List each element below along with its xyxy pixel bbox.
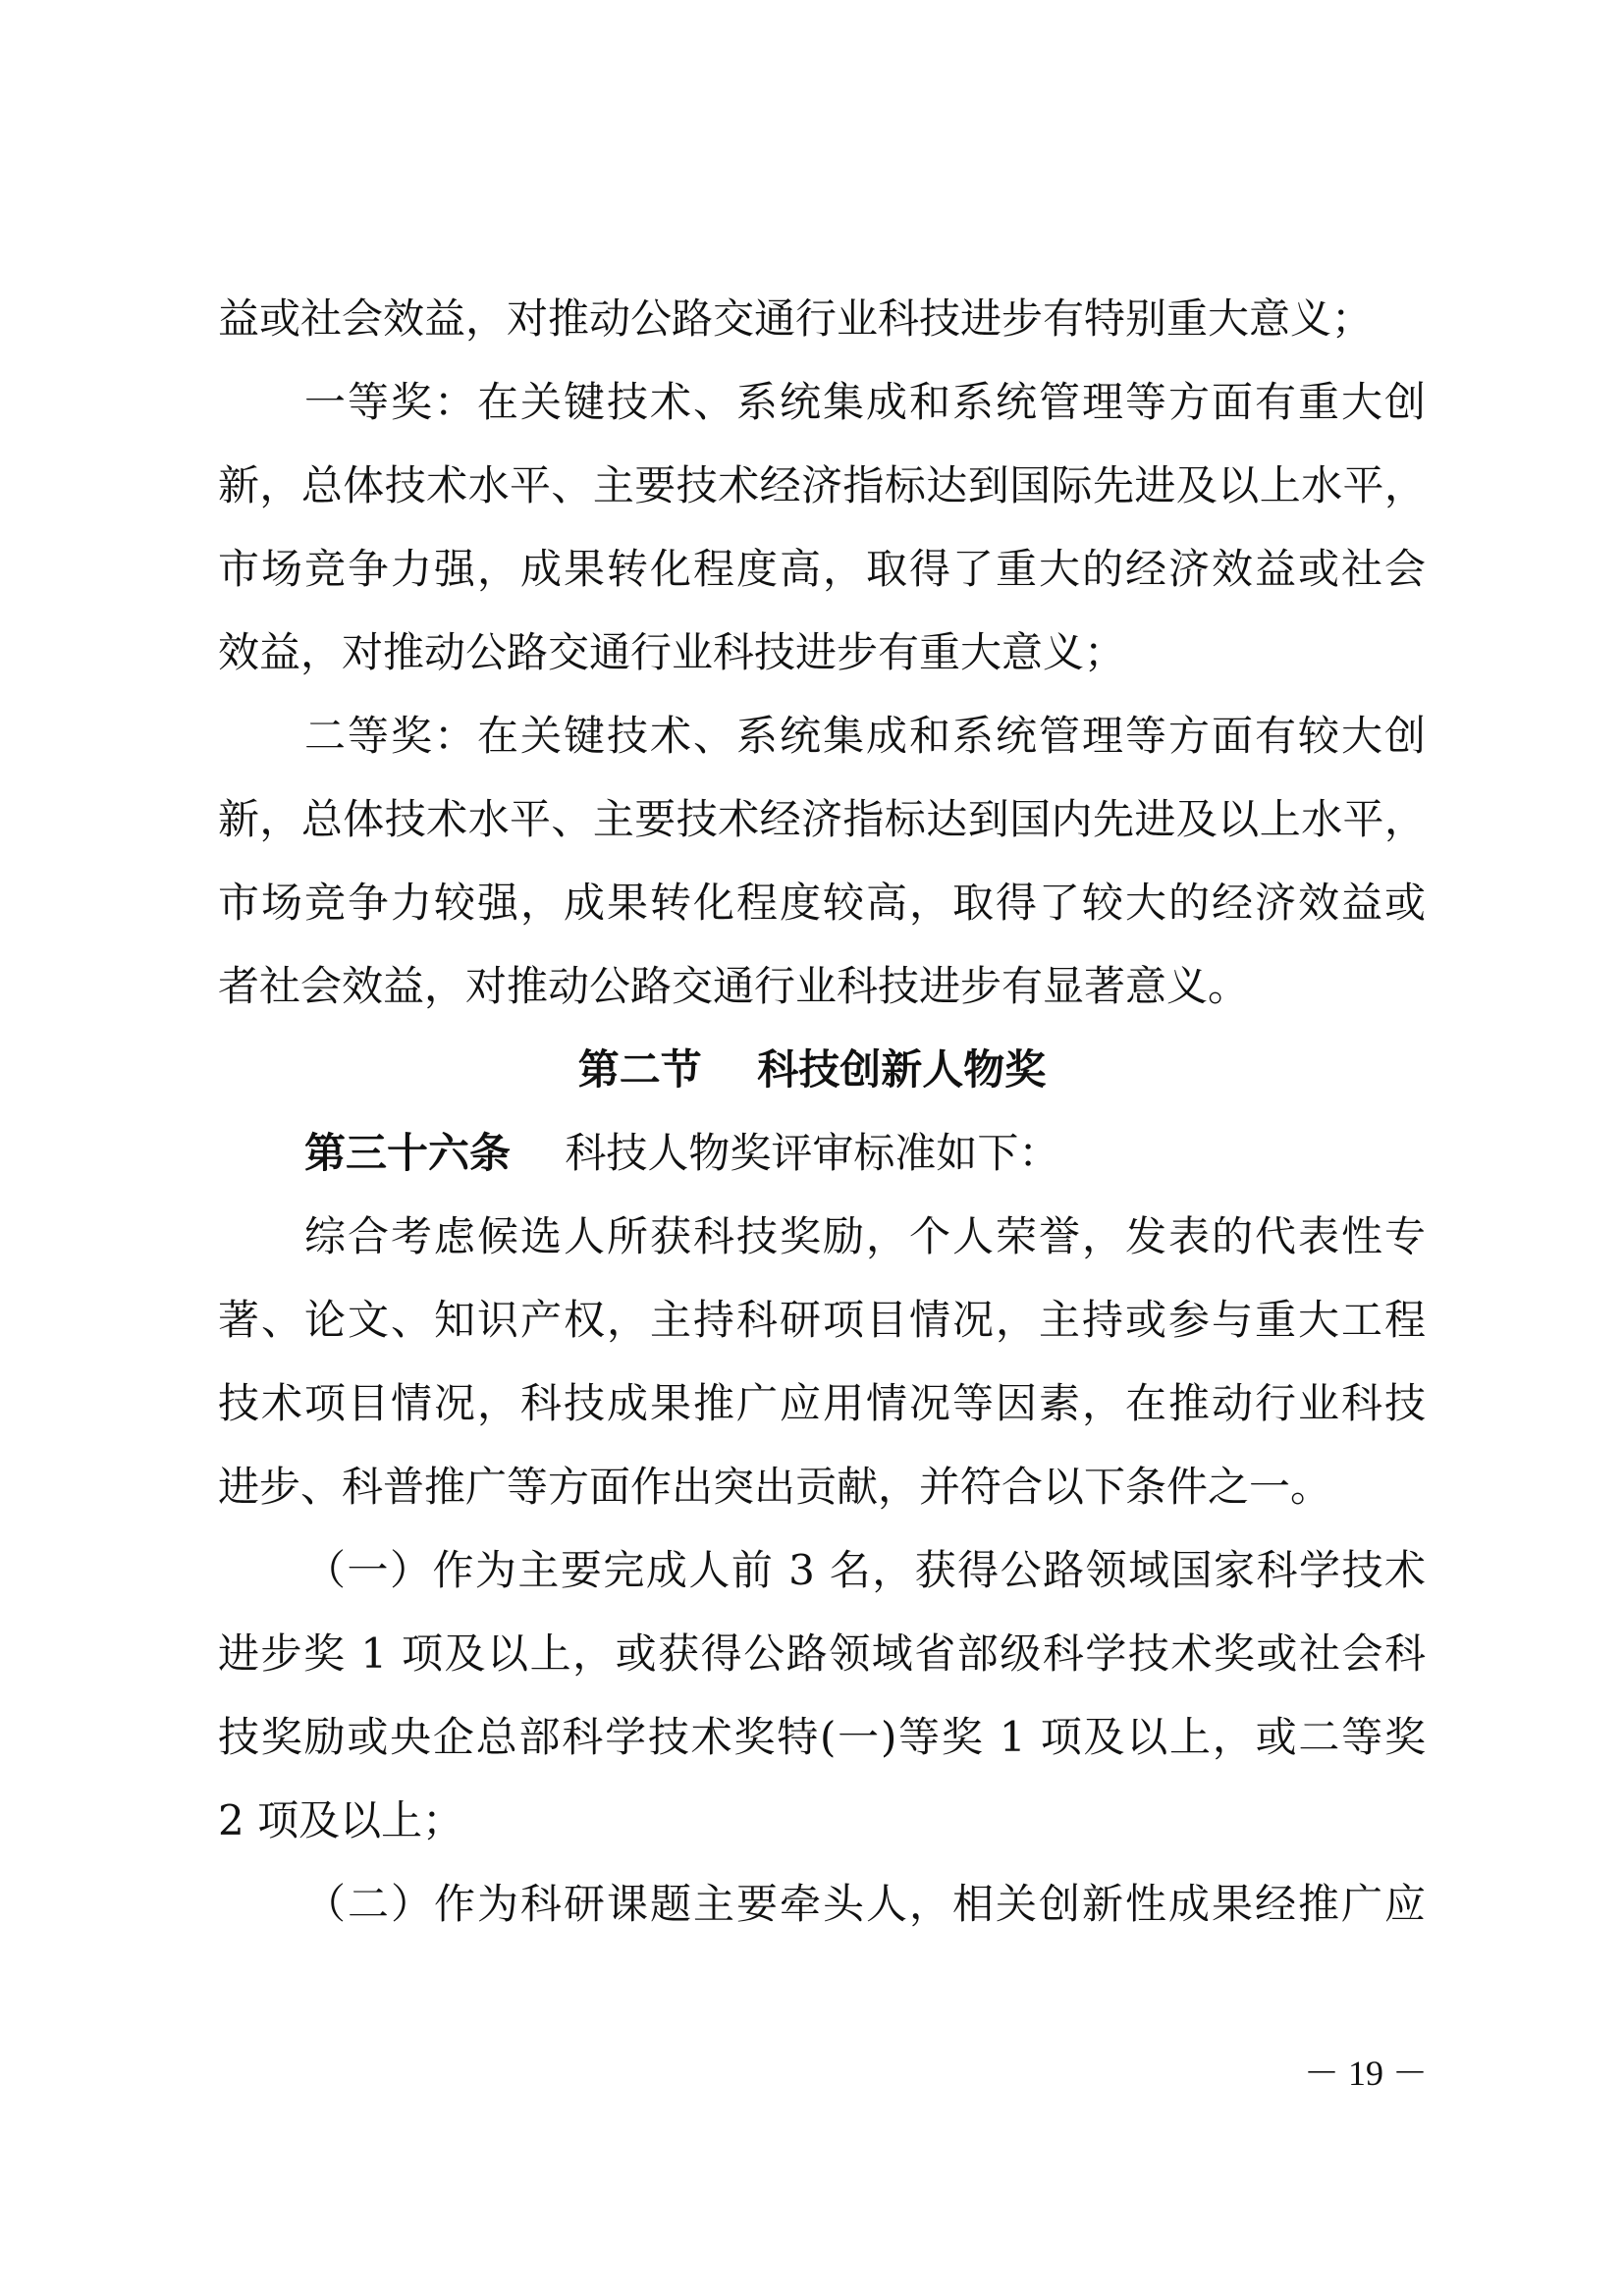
paragraph-line: （二）作为科研课题主要牵头人，相关创新性成果经推广应 bbox=[304, 1880, 1426, 1928]
paragraph-line: 者社会效益，对推动公路交通行业科技进步有显著意义。 bbox=[218, 962, 1250, 1010]
article-heading bbox=[304, 1124, 1426, 1183]
paragraph-line: 2 项及以上； bbox=[218, 1796, 464, 1844]
paragraph-line: 新，总体技术水平、主要技术经济指标达到国内先进及以上水平， bbox=[218, 795, 1426, 843]
paragraph-line: 著、论文、知识产权，主持科研项目情况，主持或参与重大工程 bbox=[218, 1296, 1426, 1344]
paragraph-line: （一）作为主要完成人前 3 名，获得公路领域国家科学技术 bbox=[304, 1546, 1426, 1594]
paragraph-line: 技奖励或央企总部科学技术奖特(一)等奖 1 项及以上，或二等奖 bbox=[218, 1713, 1426, 1761]
paragraph-line: 技术项目情况，科技成果推广应用情况等因素，在推动行业科技 bbox=[218, 1379, 1426, 1427]
paragraph-line: 进步奖 1 项及以上，或获得公路领域省部级科学技术奖或社会科 bbox=[218, 1629, 1426, 1678]
paragraph-line: 益或社会效益，对推动公路交通行业科技进步有特别重大意义； bbox=[218, 294, 1374, 343]
paragraph-line: 综合考虑候选人所获科技奖励，个人荣誉，发表的代表性专 bbox=[304, 1212, 1426, 1260]
page-number: － 19 － bbox=[1303, 2054, 1428, 2093]
article-text: 科技人物奖评审标准如下： bbox=[565, 1129, 1060, 1177]
paragraph-line: 效益，对推动公路交通行业科技进步有重大意义； bbox=[218, 628, 1126, 676]
section-title: 第二节 科技创新人物奖 bbox=[577, 1045, 1047, 1094]
article-label: 第三十六条 bbox=[304, 1129, 512, 1177]
paragraph-line: 新，总体技术水平、主要技术经济指标达到国际先进及以上水平， bbox=[218, 461, 1426, 509]
paragraph-line: 二等奖：在关键技术、系统集成和系统管理等方面有较大创 bbox=[304, 712, 1426, 760]
paragraph-line: 一等奖：在关键技术、系统集成和系统管理等方面有重大创 bbox=[304, 378, 1426, 426]
paragraph-line: 市场竞争力较强，成果转化程度较高，取得了较大的经济效益或 bbox=[218, 879, 1426, 927]
paragraph-line: 进步、科普推广等方面作出突出贡献，并符合以下条件之一。 bbox=[218, 1463, 1332, 1511]
paragraph-line: 市场竞争力强，成果转化程度高，取得了重大的经济效益或社会 bbox=[218, 545, 1426, 593]
